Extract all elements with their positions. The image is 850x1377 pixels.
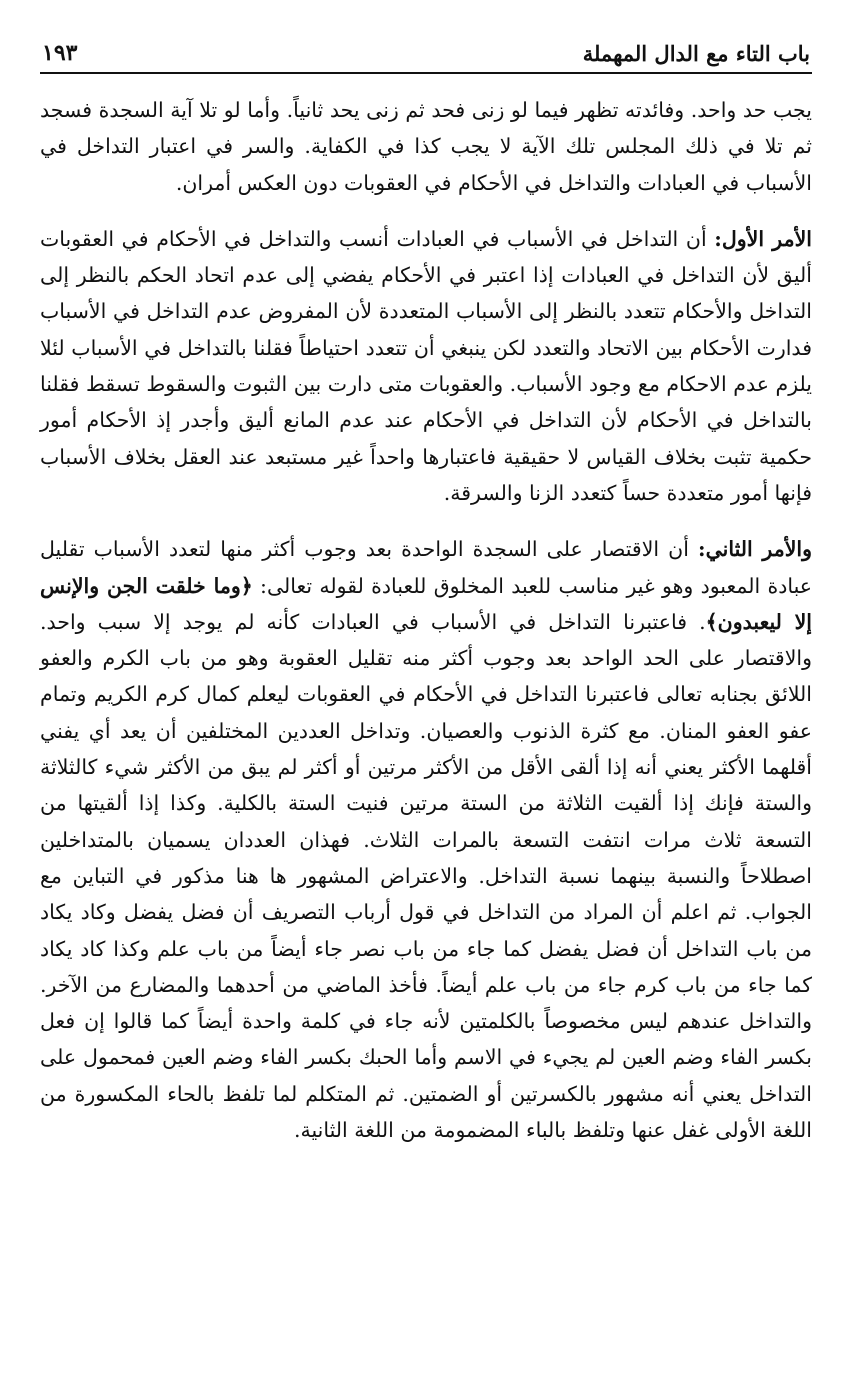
paragraph-3-text-b: . فاعتبرنا التداخل في الأسباب في العبادات كأنه لم يوجد إلا سبب واحد. والاقتصار على الحد الواحد بعد وجوب أكثر منه تقليل العقوبة وهو من باب الكرم والعفو اللائق بجنابه تعالى فاعتبرنا التداخل في الأحكام في العقوبات ليعلم كمال كرم الكريم وتمام عفو العفو المنان. مع كثرة الذنوب والعصيان. وتداخل العددين المختلفين أن يعد أي يفني أقلهما الأكثر يعني أنه إذا ألقى الأقل من الأكثر مرتين أو أكثر لم يبق من الأكثر شيء كالثلاثة والستة فإنك إذا ألقيت الثلاثة من الستة مرتين فنيت الستة بالكلية. وكذا إذا ألقيتها من التسعة ثلاث مرات انتفت التسعة بالمرات الثلاث. فهذان العددان يسميان بالمتداخلين اصطلاحاً والنسبة بينهما نسبة التداخل. والاعتراض المشهور ها هنا مذكور في التباين مع الجواب. ثم اعلم أن المراد من التداخل في قول أرباب التصريف أن فضل يفضل وكاد يكاد من باب التداخل أن فضل يفضل كما جاء من باب نصر جاء أيضاً من باب علم وكذا كاد يكاد كما جاء من باب كرم جاء من باب علم أيضاً. فأخذ الماضي من أحدهما والمضارع من الآخر. والتداخل عندهم ليس مخصوصاً بالكلمتين لأنه جاء في كلمة واحدة أيضاً كما قالوا إن فعل بكسر الفاء وضم العين لم يجيء في الاسم وأما الحبك بكسر الفاء وضم العين فمحمول على التداخل يعني أنه مشهور بالكسرتين أو الضمتين. ثم المتكلم لما تلفظ بالحاء المكسورة من اللغة الأولى غفل عنها وتلفظ بالباء المضمومة من اللغة الثانية.: [40, 609, 812, 1143]
page-header: [40, 40, 812, 74]
paragraph-3: [40, 531, 812, 1148]
paragraph-gap: [40, 201, 812, 221]
paragraph-2: [40, 221, 812, 511]
paragraph-gap: [40, 511, 812, 531]
quran-quote: ﴿وما خلقت الجن والإنس إلا ليعبدون﴾: [40, 573, 813, 634]
paragraph-2-heading: الأمر الأول:: [714, 226, 812, 251]
running-title: باب التاء مع الدال المهملة: [582, 41, 810, 66]
paragraph-2-text: أن التداخل في الأسباب في العبادات أنسب والتداخل في الأحكام في العقوبات أليق لأن التداخل في العبادات إذا اعتبر في الأحكام يفضي إلى عدم اتحاد الحكم بالنظر إلى التداخل والأحكام تتعدد بالنظر إلى الأسباب المتعددة لأن المفروض عدم التداخل في الأسباب فدارت الأحكام بين الاتحاد والتعدد لكن ينبغي أن تتعدد احتياطاً فقلنا بالتداخل في الأسباب لئلا يلزم عدم الاحكام مع وجود الأسباب. والعقوبات متى دارت بين الثبوت والسقوط تسقط فقلنا بالتداخل في الأحكام لأن التداخل في الأحكام عند عدم المانع أليق وأجدر إذ الأحكام أمور حكمية تثبت بخلاف القياس لا حقيقية فاعتبارها واحداً غير مستبعد عند العقل بخلاف الأسباب فإنها أمور متعددة حساً كتعدد الزنا والسرقة.: [40, 226, 812, 505]
paragraph-3-heading: والأمر الثاني:: [698, 537, 812, 562]
paragraph-3-text-a: أن الاقتصار على السجدة الواحدة بعد وجوب أكثر منها لتعدد الأسباب تقليل عبادة المعبود وهو غير مناسب للعبد المخلوق للعبادة لقوله تعالى:: [40, 537, 813, 598]
body-text: [40, 92, 812, 1148]
paragraph-1-text: يجب حد واحد. وفائدته تظهر فيما لو زنى فحد ثم زنى يحد ثانياً. وأما لو تلا آية السجدة فسجد ثم تلا في ذلك المجلس تلك الآية لا يجب كذا في الكفاية. والسر في اعتبار التداخل في الأسباب في العبادات والتداخل في الأحكام في العقوبات دون العكس أمران.: [40, 98, 812, 195]
page-number: ١٩٣: [42, 40, 78, 66]
paragraph-1: [40, 92, 812, 201]
